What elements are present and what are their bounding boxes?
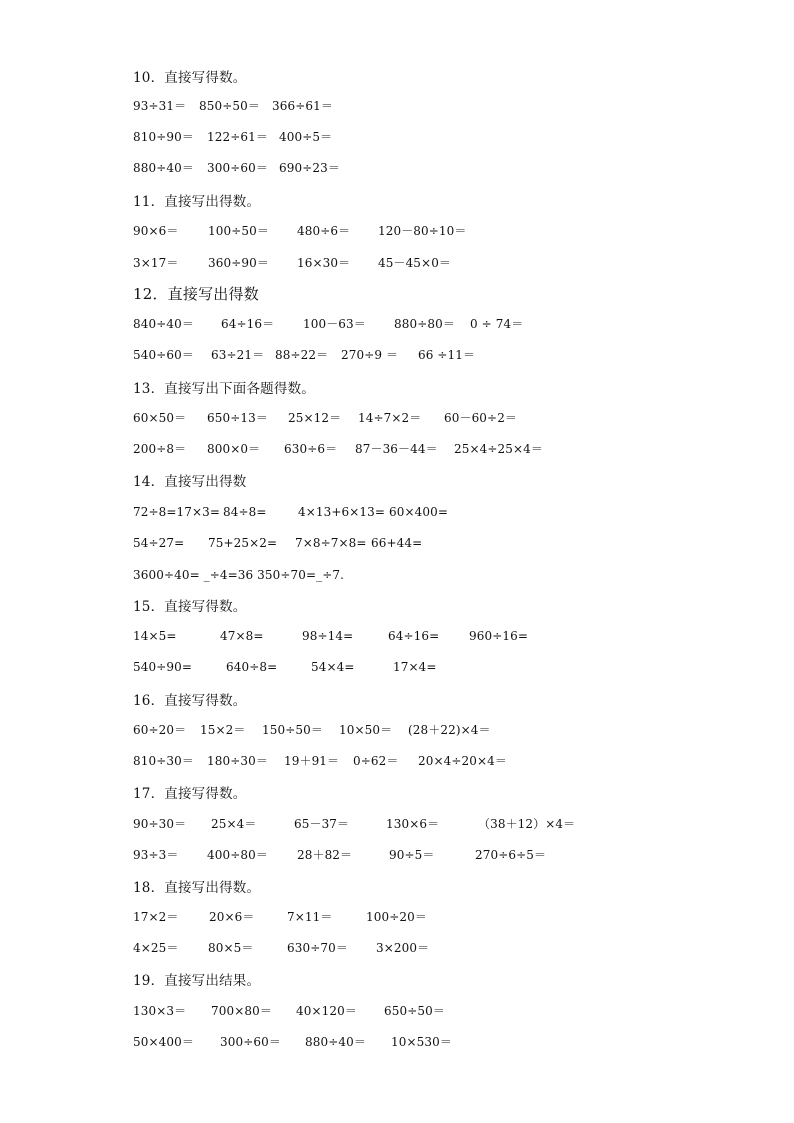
problem-row: [0, 565, 794, 589]
problem-item: 25×12＝: [288, 411, 342, 425]
problem-item: 0 ÷ 74＝: [470, 317, 524, 331]
problem-item: 88÷22＝: [275, 348, 329, 362]
problem-item: 150÷50＝: [262, 723, 323, 737]
problem-item: 400÷5＝: [279, 130, 333, 144]
problem-row: [0, 1032, 794, 1056]
problem-item: 64÷16＝: [221, 317, 275, 331]
problem-item: 800×0＝: [207, 442, 261, 456]
problem-item: 16×30＝: [297, 256, 351, 270]
problem-item: 400÷80＝: [207, 848, 268, 862]
problem-item: 4×13+6×13=: [298, 505, 386, 519]
problem-item: (28＋22)×4＝: [408, 723, 491, 737]
problem-item: 87－36－44＝: [355, 442, 438, 456]
problem-item: 10×530＝: [391, 1035, 452, 1049]
section-title: 18．直接写出得数。: [133, 880, 261, 896]
problem-row: [0, 626, 794, 650]
problem-item: 64÷16=: [388, 629, 440, 643]
problem-item: 130×6＝: [386, 817, 440, 831]
problem-item: 90÷30＝: [133, 817, 187, 831]
problem-row: [0, 253, 794, 277]
section-title: 12．直接写出得数: [133, 285, 259, 303]
problem-item: 17×4=: [393, 660, 437, 674]
section-title: 13．直接写出下面各题得数。: [133, 381, 315, 397]
problem-item: 100÷20＝: [366, 910, 427, 924]
problem-item: 480÷6＝: [297, 224, 351, 238]
problem-item: 3600÷40= _÷4=36 350÷70=_÷7.: [133, 568, 345, 582]
problem-item: 840÷40＝: [133, 317, 194, 331]
problem-item: 60－60÷2＝: [444, 411, 518, 425]
problem-item: 14×5=: [133, 629, 177, 643]
problem-item: 7×8÷7×8=: [295, 536, 367, 550]
problem-item: 960÷16=: [469, 629, 528, 643]
problem-item: 93÷31＝: [133, 99, 187, 113]
problem-row: [0, 439, 794, 463]
problem-item: 130×3＝: [133, 1004, 187, 1018]
problem-row: [0, 408, 794, 432]
problem-row: [0, 345, 794, 369]
problem-item: 120－80÷10＝: [378, 224, 467, 238]
problem-row: [0, 657, 794, 681]
problem-item: 72÷8=17×3=: [133, 505, 221, 519]
problem-item: 300÷60＝: [220, 1035, 281, 1049]
section-title: 10．直接写得数。: [133, 70, 247, 86]
problem-item: 650÷50＝: [384, 1004, 445, 1018]
section-title: 16．直接写得数。: [133, 693, 247, 709]
problem-item: 7×11＝: [287, 910, 333, 924]
problem-row: [0, 96, 794, 120]
problem-item: 75+25×2=: [208, 536, 278, 550]
problem-row: [0, 845, 794, 869]
problem-row: [0, 221, 794, 245]
problem-item: 14÷7×2＝: [358, 411, 422, 425]
problem-item: 880÷80＝: [394, 317, 455, 331]
problem-item: 93÷3＝: [133, 848, 179, 862]
problem-item: 90÷5＝: [389, 848, 435, 862]
problem-item: 850÷50＝: [199, 99, 260, 113]
problem-item: 66+44=: [371, 536, 423, 550]
problem-item: 540÷60＝: [133, 348, 194, 362]
problem-item: 3×200＝: [376, 941, 430, 955]
problem-item: 20×6＝: [209, 910, 255, 924]
problem-item: 630÷6＝: [284, 442, 338, 456]
problem-item: 10×50＝: [339, 723, 393, 737]
problem-row: [0, 533, 794, 557]
problem-item: 63÷21＝: [211, 348, 265, 362]
problem-item: 90×6＝: [133, 224, 179, 238]
problem-item: 40×120＝: [296, 1004, 357, 1018]
problem-item: 98÷14=: [302, 629, 354, 643]
problem-item: 80×5＝: [208, 941, 254, 955]
problem-item: 54×4=: [311, 660, 355, 674]
problem-item: 100÷50＝: [208, 224, 269, 238]
problem-item: 200÷8＝: [133, 442, 187, 456]
problem-item: 700×80＝: [211, 1004, 272, 1018]
section-title: 15．直接写得数。: [133, 599, 247, 615]
problem-item: 66 ÷11＝: [418, 348, 476, 362]
problem-item: 15×2＝: [200, 723, 246, 737]
problem-item: 880÷40＝: [133, 161, 194, 175]
section-title: 14．直接写出得数: [133, 474, 247, 490]
problem-row: [0, 314, 794, 338]
problem-item: 19＋91＝: [284, 754, 340, 768]
problem-row: [0, 158, 794, 182]
section-title: 19．直接写出结果。: [133, 973, 261, 989]
problem-item: 366÷61＝: [272, 99, 333, 113]
problem-item: 270÷6÷5＝: [475, 848, 547, 862]
problem-row: [0, 720, 794, 744]
problem-row: [0, 1001, 794, 1025]
problem-item: 28＋82＝: [297, 848, 353, 862]
problem-item: 25×4＝: [211, 817, 257, 831]
problem-item: 4×25＝: [133, 941, 179, 955]
problem-item: 65－37＝: [294, 817, 350, 831]
problem-item: 810÷90＝: [133, 130, 194, 144]
problem-item: 0÷62＝: [353, 754, 399, 768]
problem-row: [0, 751, 794, 775]
problem-item: （38＋12）×4＝: [478, 817, 576, 831]
problem-item: 690÷23＝: [279, 161, 340, 175]
problem-item: 640÷8=: [226, 660, 278, 674]
problem-item: 650÷13＝: [207, 411, 268, 425]
problem-item: 180÷30＝: [207, 754, 268, 768]
problem-item: 47×8=: [220, 629, 264, 643]
problem-item: 270÷9 ＝: [341, 348, 399, 362]
problem-row: [0, 814, 794, 838]
problem-item: 50×400＝: [133, 1035, 194, 1049]
problem-item: 25×4÷25×4＝: [454, 442, 543, 456]
section-title: 17．直接写得数。: [133, 786, 247, 802]
problem-item: 3×17＝: [133, 256, 179, 270]
problem-item: 84÷8=: [223, 505, 267, 519]
problem-item: 60×400=: [389, 505, 448, 519]
section-title: 11．直接写出得数。: [133, 194, 261, 210]
problem-item: 630÷70＝: [287, 941, 348, 955]
problem-item: 54÷27=: [133, 536, 185, 550]
problem-row: [0, 502, 794, 526]
problem-item: 360÷90＝: [208, 256, 269, 270]
problem-item: 810÷30＝: [133, 754, 194, 768]
problem-item: 880÷40＝: [305, 1035, 366, 1049]
problem-item: 540÷90=: [133, 660, 192, 674]
problem-item: 20×4÷20×4＝: [418, 754, 507, 768]
problem-row: [0, 907, 794, 931]
problem-item: 100－63＝: [303, 317, 366, 331]
problem-item: 17×2＝: [133, 910, 179, 924]
problem-item: 45－45×0＝: [378, 256, 452, 270]
problem-item: 122÷61＝: [207, 130, 268, 144]
problem-row: [0, 938, 794, 962]
problem-item: 60×50＝: [133, 411, 187, 425]
problem-item: 60÷20＝: [133, 723, 187, 737]
problem-item: 300÷60＝: [207, 161, 268, 175]
problem-row: [0, 127, 794, 151]
